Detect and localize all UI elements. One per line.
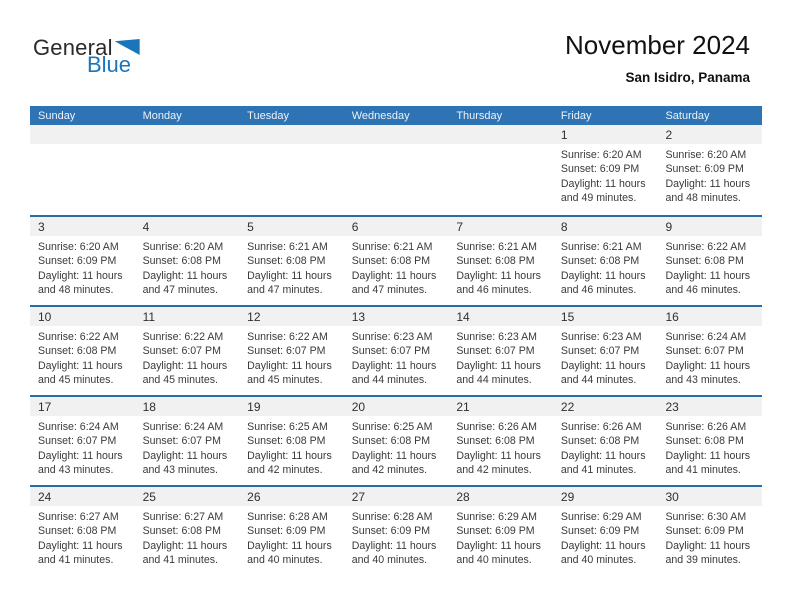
day-sunrise-text: Sunrise: 6:24 AM <box>665 331 747 343</box>
empty-day-cell <box>448 144 553 206</box>
day-daylight-text-line1: Daylight: 11 hours <box>247 539 332 552</box>
day-daylight-text-line1: Daylight: 11 hours <box>560 269 646 282</box>
day-cell <box>657 236 762 298</box>
day-sunrise-text: Sunrise: 6:26 AM <box>456 421 537 433</box>
day-number: 25 <box>142 489 156 504</box>
title-block <box>565 30 750 85</box>
day-cell <box>239 326 344 388</box>
day-number: 30 <box>665 489 679 504</box>
day-daylight-text-line1: Daylight: 11 hours <box>351 269 437 282</box>
day-sunrise-text: Sunrise: 6:26 AM <box>665 421 747 433</box>
day-number-band <box>30 487 762 506</box>
day-sunrise-text: Sunrise: 6:21 AM <box>247 241 328 253</box>
day-sunset-text: Sunset: 6:08 PM <box>351 435 431 448</box>
day-cell <box>657 326 762 388</box>
day-sunset-text: Sunset: 6:08 PM <box>456 255 535 268</box>
day-daylight-text-line2: and 44 minutes. <box>456 374 532 387</box>
day-cell <box>448 236 553 298</box>
day-sunrise-text: Sunrise: 6:21 AM <box>560 241 642 253</box>
day-daylight-text-line1: Daylight: 11 hours <box>142 269 228 282</box>
day-daylight-text-line1: Daylight: 11 hours <box>665 539 751 552</box>
logo-text-general: General <box>33 35 113 60</box>
day-daylight-text-line2: and 39 minutes. <box>665 554 741 567</box>
day-daylight-text-line1: Daylight: 11 hours <box>456 449 541 462</box>
day-number: 17 <box>38 399 52 414</box>
page-subtitle: San Isidro, Panama <box>625 70 750 85</box>
week-row <box>30 395 762 485</box>
day-daylight-text-line2: and 40 minutes. <box>560 554 637 567</box>
day-cell <box>344 506 449 568</box>
day-daylight-text-line1: Daylight: 11 hours <box>560 449 646 462</box>
day-sunset-text: Sunset: 6:08 PM <box>142 255 221 268</box>
day-daylight-text-line2: and 45 minutes. <box>247 374 323 387</box>
day-sunset-text: Sunset: 6:09 PM <box>456 525 535 538</box>
day-sunset-text: Sunset: 6:07 PM <box>665 345 744 358</box>
day-cell <box>30 236 135 298</box>
day-number: 1 <box>560 127 568 142</box>
day-daylight-text-line2: and 42 minutes. <box>247 464 323 477</box>
day-daylight-text-line1: Daylight: 11 hours <box>665 269 751 282</box>
day-daylight-text-line2: and 40 minutes. <box>351 554 428 567</box>
day-cell <box>344 416 449 478</box>
day-number-band <box>30 397 762 416</box>
day-sunset-text: Sunset: 6:07 PM <box>456 345 535 358</box>
day-sunrise-text: Sunrise: 6:25 AM <box>351 421 433 433</box>
day-daylight-text-line1: Daylight: 11 hours <box>142 539 228 552</box>
day-number: 10 <box>38 309 52 324</box>
day-number: 27 <box>351 489 366 504</box>
day-sunset-text: Sunset: 6:08 PM <box>247 435 326 448</box>
day-daylight-text-line2: and 43 minutes. <box>38 464 114 477</box>
day-sunrise-text: Sunrise: 6:23 AM <box>351 331 433 343</box>
day-daylight-text-line2: and 49 minutes. <box>560 192 637 205</box>
day-number: 11 <box>142 309 156 324</box>
day-number: 4 <box>142 219 150 234</box>
day-number: 3 <box>38 219 45 234</box>
day-daylight-text-line2: and 41 minutes. <box>38 554 114 567</box>
day-daylight-text-line2: and 41 minutes. <box>560 464 637 477</box>
day-daylight-text-line2: and 43 minutes. <box>142 464 218 477</box>
day-sunset-text: Sunset: 6:08 PM <box>247 255 326 268</box>
day-daylight-text-line1: Daylight: 11 hours <box>38 539 123 552</box>
calendar-grid <box>30 125 762 575</box>
day-daylight-text-line1: Daylight: 11 hours <box>665 177 751 190</box>
day-cell <box>657 144 762 206</box>
day-sunrise-text: Sunrise: 6:22 AM <box>247 331 328 343</box>
day-sunset-text: Sunset: 6:08 PM <box>560 435 640 448</box>
day-number: 13 <box>351 309 366 324</box>
day-number: 23 <box>665 399 679 414</box>
day-daylight-text-line2: and 42 minutes. <box>456 464 532 477</box>
logo-text-blue: Blue <box>87 52 132 77</box>
day-cell <box>344 236 449 298</box>
day-sunset-text: Sunset: 6:07 PM <box>38 435 117 448</box>
day-sunrise-text: Sunrise: 6:20 AM <box>142 241 224 253</box>
empty-day-cell <box>30 144 135 206</box>
day-number: 5 <box>247 219 254 234</box>
week-row-body <box>30 236 762 298</box>
day-daylight-text-line1: Daylight: 11 hours <box>247 449 332 462</box>
day-daylight-text-line1: Daylight: 11 hours <box>142 449 228 462</box>
day-sunset-text: Sunset: 6:08 PM <box>665 255 744 268</box>
day-daylight-text-line2: and 46 minutes. <box>456 284 532 297</box>
day-sunrise-text: Sunrise: 6:28 AM <box>247 511 328 523</box>
day-sunset-text: Sunset: 6:09 PM <box>560 163 640 176</box>
week-row-body <box>30 506 762 568</box>
day-daylight-text-line1: Daylight: 11 hours <box>456 359 541 372</box>
day-sunset-text: Sunset: 6:08 PM <box>142 525 221 538</box>
day-sunset-text: Sunset: 6:08 PM <box>665 435 744 448</box>
day-sunset-text: Sunset: 6:09 PM <box>665 163 744 176</box>
day-daylight-text-line2: and 46 minutes. <box>560 284 637 297</box>
day-cell <box>239 506 344 568</box>
day-daylight-text-line1: Daylight: 11 hours <box>560 177 646 190</box>
day-daylight-text-line2: and 47 minutes. <box>351 284 428 297</box>
weekday-wednesday: Wednesday <box>351 109 410 122</box>
day-sunset-text: Sunset: 6:07 PM <box>247 345 326 358</box>
day-daylight-text-line2: and 40 minutes. <box>456 554 532 567</box>
day-sunrise-text: Sunrise: 6:30 AM <box>665 511 747 523</box>
day-daylight-text-line2: and 48 minutes. <box>665 192 741 205</box>
day-sunrise-text: Sunrise: 6:28 AM <box>351 511 433 523</box>
day-cell <box>553 416 658 478</box>
day-number-band <box>30 217 762 236</box>
week-row <box>30 485 762 575</box>
day-sunset-text: Sunset: 6:08 PM <box>38 345 117 358</box>
day-sunset-text: Sunset: 6:07 PM <box>142 345 221 358</box>
day-number: 2 <box>665 127 673 142</box>
day-daylight-text-line2: and 47 minutes. <box>142 284 218 297</box>
day-sunrise-text: Sunrise: 6:20 AM <box>38 241 119 253</box>
day-daylight-text-line2: and 44 minutes. <box>560 374 637 387</box>
day-sunrise-text: Sunrise: 6:22 AM <box>38 331 119 343</box>
day-sunset-text: Sunset: 6:09 PM <box>560 525 640 538</box>
day-cell <box>448 506 553 568</box>
day-sunrise-text: Sunrise: 6:23 AM <box>560 331 642 343</box>
day-cell <box>344 326 449 388</box>
day-sunrise-text: Sunrise: 6:23 AM <box>456 331 537 343</box>
day-sunrise-text: Sunrise: 6:29 AM <box>456 511 537 523</box>
day-daylight-text-line1: Daylight: 11 hours <box>38 269 123 282</box>
day-cell <box>448 416 553 478</box>
week-row <box>30 305 762 395</box>
day-number: 20 <box>351 399 366 414</box>
day-number: 14 <box>456 309 470 324</box>
day-daylight-text-line1: Daylight: 11 hours <box>351 359 437 372</box>
day-daylight-text-line1: Daylight: 11 hours <box>665 359 751 372</box>
day-number-band <box>30 125 762 144</box>
calendar-table <box>30 106 762 575</box>
day-daylight-text-line2: and 41 minutes. <box>665 464 741 477</box>
day-number: 28 <box>456 489 470 504</box>
day-cell <box>448 326 553 388</box>
day-sunrise-text: Sunrise: 6:20 AM <box>560 149 642 161</box>
day-daylight-text-line2: and 41 minutes. <box>142 554 218 567</box>
weekday-header-row <box>30 106 762 125</box>
weekday-thursday: Thursday <box>456 109 503 122</box>
day-daylight-text-line1: Daylight: 11 hours <box>247 269 332 282</box>
day-cell <box>135 416 240 478</box>
weekday-monday: Monday <box>142 109 182 122</box>
day-number: 15 <box>560 309 575 324</box>
day-daylight-text-line2: and 45 minutes. <box>38 374 114 387</box>
day-daylight-text-line1: Daylight: 11 hours <box>456 539 541 552</box>
day-sunset-text: Sunset: 6:07 PM <box>351 345 431 358</box>
day-sunset-text: Sunset: 6:09 PM <box>247 525 326 538</box>
day-number: 16 <box>665 309 679 324</box>
day-number: 24 <box>38 489 52 504</box>
day-daylight-text-line2: and 46 minutes. <box>665 284 741 297</box>
day-sunset-text: Sunset: 6:08 PM <box>560 255 640 268</box>
day-number: 29 <box>560 489 575 504</box>
day-daylight-text-line1: Daylight: 11 hours <box>560 539 646 552</box>
day-sunrise-text: Sunrise: 6:27 AM <box>142 511 224 523</box>
day-sunset-text: Sunset: 6:07 PM <box>560 345 640 358</box>
day-sunset-text: Sunset: 6:08 PM <box>456 435 535 448</box>
day-number: 6 <box>351 219 359 234</box>
day-daylight-text-line2: and 44 minutes. <box>351 374 428 387</box>
day-cell <box>135 236 240 298</box>
day-daylight-text-line2: and 40 minutes. <box>247 554 323 567</box>
day-sunrise-text: Sunrise: 6:24 AM <box>38 421 119 433</box>
day-sunrise-text: Sunrise: 6:22 AM <box>665 241 747 253</box>
day-cell <box>657 506 762 568</box>
day-cell <box>553 236 658 298</box>
day-number: 26 <box>247 489 261 504</box>
day-cell <box>553 326 658 388</box>
day-sunset-text: Sunset: 6:07 PM <box>142 435 221 448</box>
day-sunset-text: Sunset: 6:09 PM <box>351 525 431 538</box>
weekday-tuesday: Tuesday <box>247 109 289 122</box>
empty-day-cell <box>239 144 344 206</box>
day-cell <box>657 416 762 478</box>
day-sunrise-text: Sunrise: 6:25 AM <box>247 421 328 433</box>
empty-day-cell <box>344 144 449 206</box>
week-row-body <box>30 416 762 478</box>
day-cell <box>30 506 135 568</box>
day-number: 19 <box>247 399 261 414</box>
day-number: 22 <box>560 399 575 414</box>
week-row-body <box>30 144 762 206</box>
day-daylight-text-line1: Daylight: 11 hours <box>665 449 751 462</box>
day-sunrise-text: Sunrise: 6:24 AM <box>142 421 224 433</box>
day-sunrise-text: Sunrise: 6:26 AM <box>560 421 642 433</box>
day-cell <box>239 416 344 478</box>
day-sunset-text: Sunset: 6:08 PM <box>38 525 117 538</box>
day-number: 18 <box>142 399 156 414</box>
day-sunrise-text: Sunrise: 6:20 AM <box>665 149 747 161</box>
page-title: November 2024 <box>565 30 750 60</box>
day-number: 8 <box>560 219 568 234</box>
day-daylight-text-line2: and 47 minutes. <box>247 284 323 297</box>
day-number-band <box>30 307 762 326</box>
week-row <box>30 125 762 215</box>
day-daylight-text-line1: Daylight: 11 hours <box>38 359 123 372</box>
general-blue-logo <box>33 35 140 77</box>
day-sunrise-text: Sunrise: 6:22 AM <box>142 331 224 343</box>
week-row-body <box>30 326 762 388</box>
day-number: 9 <box>665 219 673 234</box>
day-daylight-text-line2: and 43 minutes. <box>665 374 741 387</box>
day-daylight-text-line1: Daylight: 11 hours <box>456 269 541 282</box>
day-sunrise-text: Sunrise: 6:21 AM <box>351 241 433 253</box>
day-sunrise-text: Sunrise: 6:21 AM <box>456 241 537 253</box>
day-sunrise-text: Sunrise: 6:27 AM <box>38 511 119 523</box>
day-daylight-text-line2: and 45 minutes. <box>142 374 218 387</box>
day-sunset-text: Sunset: 6:09 PM <box>38 255 117 268</box>
week-row <box>30 215 762 305</box>
day-cell <box>553 144 658 206</box>
day-sunrise-text: Sunrise: 6:29 AM <box>560 511 642 523</box>
day-sunset-text: Sunset: 6:08 PM <box>351 255 431 268</box>
day-sunset-text: Sunset: 6:09 PM <box>665 525 744 538</box>
day-daylight-text-line1: Daylight: 11 hours <box>142 359 228 372</box>
empty-day-cell <box>135 144 240 206</box>
day-cell <box>239 236 344 298</box>
weekday-sunday: Sunday <box>38 109 76 122</box>
day-cell <box>30 326 135 388</box>
day-daylight-text-line2: and 48 minutes. <box>38 284 114 297</box>
day-number: 12 <box>247 309 261 324</box>
day-daylight-text-line1: Daylight: 11 hours <box>247 359 332 372</box>
weekday-saturday: Saturday <box>665 109 710 122</box>
day-daylight-text-line1: Daylight: 11 hours <box>560 359 646 372</box>
day-daylight-text-line1: Daylight: 11 hours <box>351 539 437 552</box>
day-daylight-text-line1: Daylight: 11 hours <box>351 449 437 462</box>
day-cell <box>135 326 240 388</box>
day-daylight-text-line2: and 42 minutes. <box>351 464 428 477</box>
day-cell <box>553 506 658 568</box>
day-number: 7 <box>456 219 463 234</box>
weekday-friday: Friday <box>560 109 592 122</box>
day-number: 21 <box>456 399 470 414</box>
day-daylight-text-line1: Daylight: 11 hours <box>38 449 123 462</box>
day-cell <box>30 416 135 478</box>
day-cell <box>135 506 240 568</box>
